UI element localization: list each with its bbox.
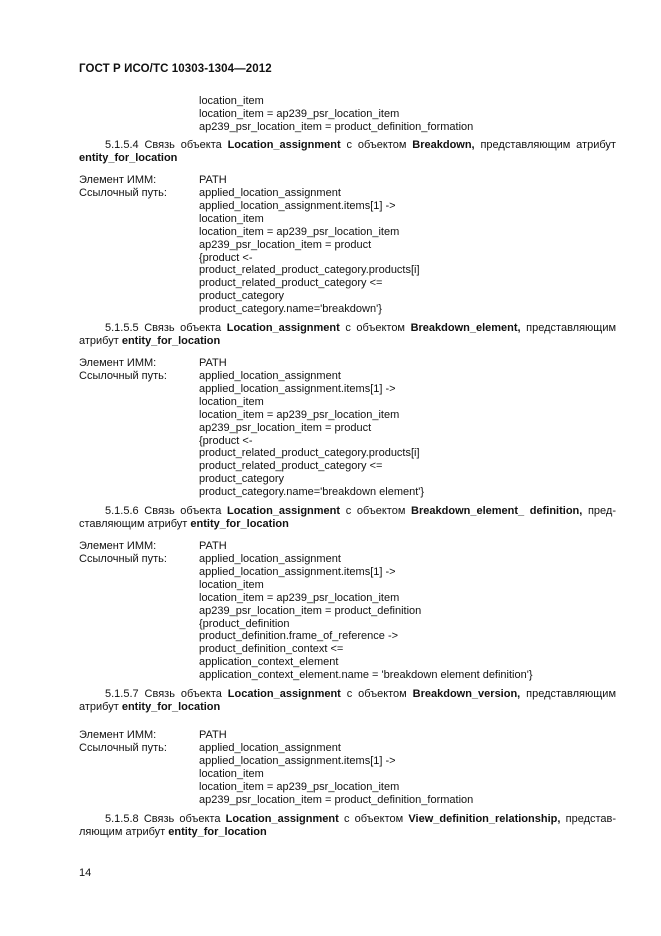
path-label: Ссылочный путь:: [79, 187, 167, 199]
path-label: Ссылочный путь:: [79, 370, 167, 382]
path-line: product_related_product_category <=: [199, 460, 383, 473]
path-line: applied_location_assignment: [199, 742, 341, 754]
path-line: {product_definition: [199, 617, 290, 630]
path-line: location_item = ap239_psr_location_item: [199, 591, 400, 604]
path-line: product_definition_context <=: [199, 643, 344, 656]
path-line: {product <-: [199, 434, 253, 447]
reference-path-5-1-5-6: [199, 553, 533, 682]
path-line: ap239_psr_location_item = product_definition_formation: [199, 793, 474, 806]
path-line: location_item = ap239_psr_location_item: [199, 225, 400, 238]
path-line: location_item: [199, 578, 264, 591]
path-line: application_context_element: [199, 656, 339, 669]
path-label: Ссылочный путь:: [79, 742, 167, 754]
path-line: applied_location_assignment: [199, 187, 341, 199]
element-value: PATH: [199, 174, 227, 186]
path-line: product_definition.frame_of_reference ->: [199, 630, 399, 643]
reference-path-5-1-5-4: [199, 187, 420, 316]
path-line: product_category: [199, 290, 284, 303]
document-header: ГОСТ Р ИСО/ТС 10303-1304—2012: [79, 63, 272, 75]
section-heading-5-1-5-5: 5.1.5.5 Связь объекта Location_assignment с объектом Breakdown_element, представляющим атрибут entity_for_location: [79, 322, 617, 347]
section-heading-5-1-5-4: 5.1.5.4 Связь объекта Location_assignment с объектом Breakdown, представляющим атрибут entity_for_location: [79, 139, 616, 164]
path-line: location_item: [199, 395, 264, 408]
path-line: applied_location_assignment.items[1] ->: [199, 754, 396, 767]
path-line: product_category.name='breakdown element'}: [199, 486, 425, 499]
page-number: 14: [79, 867, 92, 879]
path-line: applied_location_assignment.items[1] ->: [199, 565, 396, 578]
path-line: product_category.name='breakdown'}: [199, 303, 382, 316]
section-heading-5-1-5-7: 5.1.5.7 Связь объекта Location_assignment с объектом Breakdown_version, представляющим атрибут entity_for_location: [79, 688, 617, 713]
path-line: location_item: [199, 95, 264, 107]
reference-path-5-1-5-5: [199, 370, 424, 499]
path-line: location_item = ap239_psr_location_item: [199, 780, 400, 793]
path-line: ap239_psr_location_item = product: [199, 238, 372, 251]
element-value: PATH: [199, 729, 227, 741]
path-line: location_item = ap239_psr_location_item: [199, 107, 400, 120]
element-label: Элемент ИММ:: [79, 729, 157, 741]
path-line: product_category: [199, 473, 284, 486]
path-line: ap239_psr_location_item = product: [199, 421, 372, 434]
element-label: Элемент ИММ:: [79, 357, 157, 369]
path-line: product_related_product_category.products[i]: [199, 447, 420, 460]
path-line: ap239_psr_location_item = product_definition: [199, 604, 422, 617]
path-label: Ссылочный путь:: [79, 553, 167, 565]
path-line: applied_location_assignment.items[1] ->: [199, 199, 396, 212]
element-value: PATH: [199, 357, 227, 369]
path-line: applied_location_assignment.items[1] ->: [199, 382, 396, 395]
element-value: PATH: [199, 540, 227, 552]
path-line: product_related_product_category <=: [199, 277, 383, 290]
element-label: Элемент ИММ:: [79, 540, 157, 552]
section-heading-5-1-5-6: 5.1.5.6 Связь объекта Location_assignment с объектом Breakdown_element_ definition, пред-ставляющим атрибут entity_for_location: [79, 505, 617, 530]
continuation-path-lines: [199, 95, 473, 134]
path-line: applied_location_assignment: [199, 370, 341, 382]
path-line: {product <-: [199, 251, 253, 264]
path-line: applied_location_assignment: [199, 553, 341, 565]
path-line: application_context_element.name = 'breakdown element definition'}: [199, 669, 533, 682]
path-line: product_related_product_category.products[i]: [199, 264, 420, 277]
element-label: Элемент ИММ:: [79, 174, 157, 186]
reference-path-5-1-5-7: [199, 742, 473, 807]
section-heading-5-1-5-8: 5.1.5.8 Связь объекта Location_assignment с объектом View_definition_relationship, представ-ляющим атрибут entity_for_location: [79, 813, 617, 838]
path-line: location_item: [199, 212, 264, 225]
path-line: location_item = ap239_psr_location_item: [199, 408, 400, 421]
path-line: ap239_psr_location_item = product_definition_formation: [199, 120, 474, 133]
path-line: location_item: [199, 767, 264, 780]
